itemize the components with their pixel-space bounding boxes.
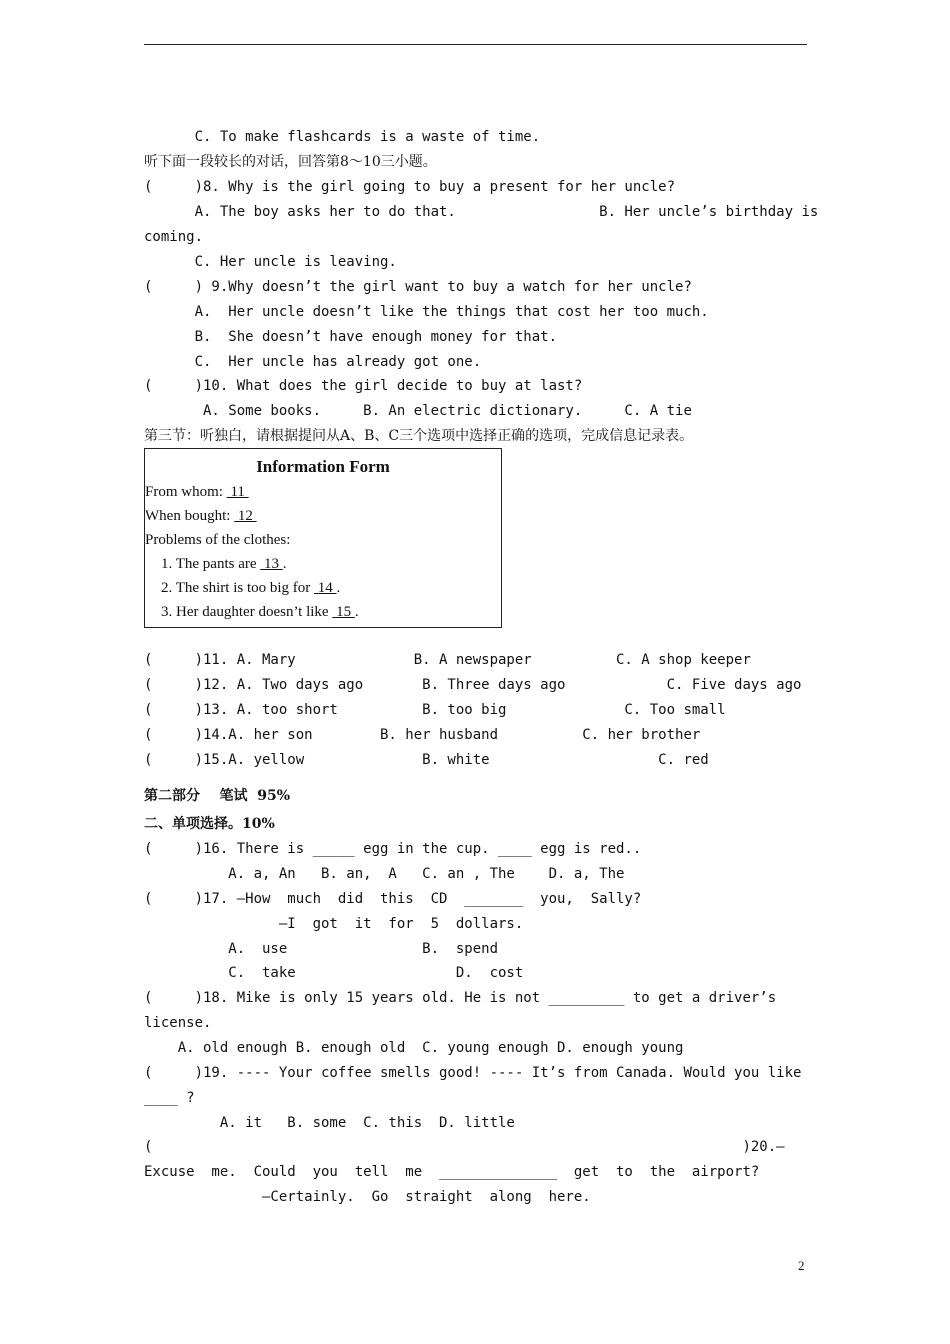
blank-11: 11	[226, 484, 249, 500]
text-line: A. old enough B. enough old C. young enough D. enough young	[144, 1040, 684, 1056]
text-line: A. use B. spend	[144, 941, 499, 957]
question-11: ( )11. A. Mary B. A newspaper C. A shop keeper	[144, 652, 751, 668]
blank-14: 14	[314, 580, 337, 596]
text-line: Excuse me. Could you tell me ______________ get to the airport?	[144, 1164, 760, 1180]
text-line: A. Her uncle doesn’t like the things that cost her too much.	[144, 304, 709, 320]
question-14: ( )14.A. her son B. her husband C. her brother	[144, 727, 701, 743]
form-row-when: When bought: 12	[145, 508, 257, 524]
blank-15: 15	[332, 604, 355, 620]
header-rule	[144, 44, 807, 45]
instruction-line: 第三节：听独白，请根据提问从A、B、C三个选项中选择正确的选项，完成信息记录表。	[144, 428, 694, 444]
text-line: C. To make flashcards is a waste of time.	[144, 129, 541, 145]
text-line: A. a, An B. an, A C. an , The D. a, The	[144, 866, 625, 882]
form-row-from: From whom: 11	[145, 484, 249, 500]
question-10: ( )10. What does the girl decide to buy at last?	[144, 378, 583, 394]
question-18: ( )18. Mike is only 15 years old. He is not _________ to get a driver’s	[144, 990, 777, 1006]
section-heading: 二、单项选择。10%	[144, 816, 275, 832]
text-line: C. Her uncle is leaving.	[144, 254, 397, 270]
part-two-heading: 第二部分 笔试 95%	[144, 788, 291, 804]
information-form	[144, 448, 502, 628]
form-row-problems: Problems of the clothes:	[145, 532, 291, 548]
text-line: —I got it for 5 dollars.	[144, 916, 524, 932]
form-row-p3: 3. Her daughter doesn’t like 15 .	[161, 604, 359, 620]
text-line: —Certainly. Go straight along here.	[144, 1189, 591, 1205]
blank-12: 12	[234, 508, 257, 524]
question-16: ( )16. There is _____ egg in the cup. ____ egg is red..	[144, 841, 642, 857]
page-number: 2	[798, 1258, 805, 1273]
text-line: license.	[144, 1015, 212, 1031]
text-line: A. Some books. B. An electric dictionary. C. A tie	[144, 403, 692, 419]
question-12: ( )12. A. Two days ago B. Three days ago C. Five days ago	[144, 677, 802, 693]
text-line: coming.	[144, 229, 204, 245]
blank-13: 13	[260, 556, 283, 572]
form-title: Information Form	[256, 457, 390, 476]
text-line: ____ ?	[144, 1090, 195, 1106]
text-line: C. Her uncle has already got one.	[144, 354, 482, 370]
question-19: ( )19. ---- Your coffee smells good! ---- It’s from Canada. Would you like	[144, 1065, 802, 1081]
form-row-p1: 1. The pants are 13 .	[161, 556, 287, 572]
text-line: A. it B. some C. this D. little	[144, 1115, 515, 1131]
question-8: ( )8. Why is the girl going to buy a present for her uncle?	[144, 179, 676, 195]
question-13: ( )13. A. too short B. too big C. Too small	[144, 702, 726, 718]
text-line: B. She doesn’t have enough money for that.	[144, 329, 558, 345]
text-line: A. The boy asks her to do that. B. Her uncle’s birthday is	[144, 204, 819, 220]
question-15: ( )15.A. yellow B. white C. red	[144, 752, 709, 768]
question-17: ( )17. —How much did this CD _______ you, Sally?	[144, 891, 642, 907]
form-row-p2: 2. The shirt is too big for 14 .	[161, 580, 341, 596]
text-line: C. take D. cost	[144, 965, 524, 981]
instruction-line: 听下面一段较长的对话，回答第8～10三小题。	[144, 154, 437, 170]
question-9: ( ) 9.Why doesn’t the girl want to buy a watch for her uncle?	[144, 279, 692, 295]
question-20: ( )20.—	[144, 1139, 785, 1155]
